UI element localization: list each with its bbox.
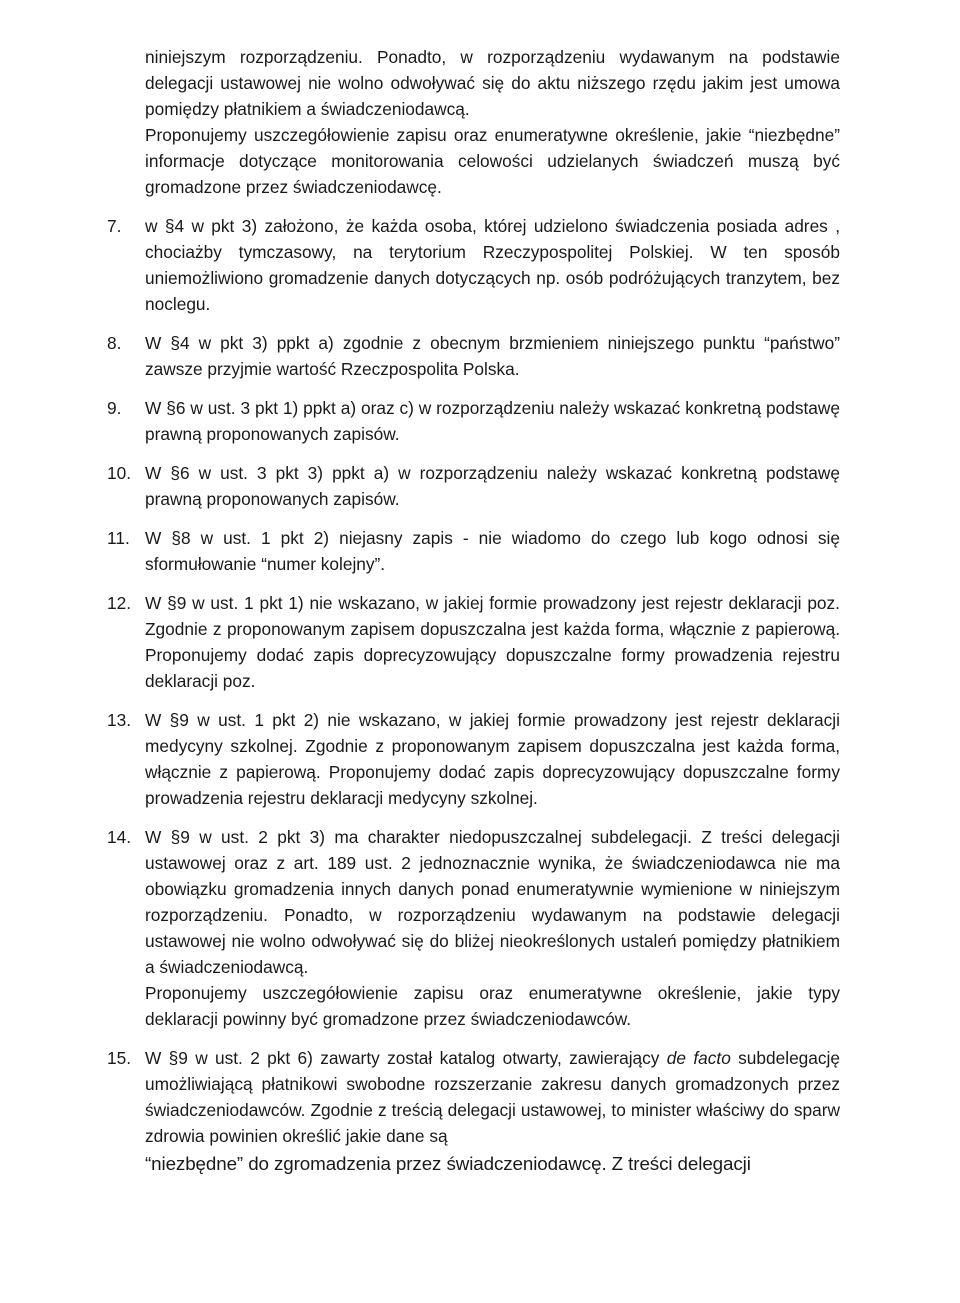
- item-text: W §6 w ust. 3 pkt 3) ppkt a) w rozporządzeniu należy wskazać konkretną podstawę prawną proponowanych zapisów.: [145, 463, 840, 509]
- item-number: 10.: [107, 463, 132, 483]
- item-number: 7.: [107, 216, 122, 236]
- list-item-10: [107, 460, 840, 512]
- list-item-15: [107, 1045, 840, 1177]
- item-number: 11.: [107, 528, 130, 548]
- item-text: W §9 w ust. 1 pkt 1) nie wskazano, w jakiej formie prowadzony jest rejestr deklaracji poz. Zgodnie z proponowanym zapisem dopuszczalna jest każda forma, włącznie z papierową. Proponujemy dodać zapis doprecyzowujący dopuszczalne formy prowadzenia rejestru deklaracji poz.: [145, 593, 840, 691]
- item-number: 15.: [107, 1048, 132, 1068]
- item-number: 13.: [107, 710, 132, 730]
- intro-block: [145, 44, 840, 200]
- item-text: W §4 w pkt 3) ppkt a) zgodnie z obecnym brzmieniem niniejszego punktu “państwo” zawsze przyjmie wartość Rzeczpospolita Polska.: [145, 333, 840, 379]
- list-item-11: [107, 525, 840, 577]
- list-item-9: [107, 395, 840, 447]
- list-item-7: [107, 213, 840, 317]
- item-text: W §8 w ust. 1 pkt 2) niejasny zapis - nie wiadomo do czego lub kogo odnosi się sformułowanie “numer kolejny”.: [145, 528, 840, 574]
- list-item-12: [107, 590, 840, 694]
- intro-paragraph: niniejszym rozporządzeniu. Ponadto, w rozporządzeniu wydawanym na podstawie delegacji ustawowej nie wolno odwoływać się do aktu niższego rzędu jakim jest umowa pomiędzy płatnikiem a świadczeniodawcą.: [145, 47, 840, 119]
- item-text: W §6 w ust. 3 pkt 1) ppkt a) oraz c) w rozporządzeniu należy wskazać konkretną podstawę prawną proponowanych zapisów.: [145, 398, 840, 444]
- document-body: [107, 44, 840, 1177]
- item-number: 12.: [107, 593, 132, 613]
- list-item-13: [107, 707, 840, 811]
- item-text: W §9 w ust. 2 pkt 3) ma charakter niedopuszczalnej subdelegacji. Z treści delegacji ustawowej oraz z art. 189 ust. 2 jednoznacznie wynika, że świadczeniodawca nie ma obowiązku gromadzenia innych danych ponad enumeratywnie wymienione w niniejszym rozporządzeniu. Ponadto, w rozporządzeniu wydawanym na podstawie delegacji ustawowej nie wolno odwoływać się do bliżej nieokreślonych ustaleń pomiędzy płatnikiem a świadczeniodawcą.: [145, 827, 840, 977]
- item-text: w §4 w pkt 3) założono, że każda osoba, której udzielono świadczenia posiada adres , chociażby tymczasowy, na terytorium Rzeczypospolitej Polskiej. W ten sposób uniemożliwiono gromadzenie danych dotyczących np. osób podróżujących tranzytem, bez noclegu.: [145, 216, 840, 314]
- item-number: 8.: [107, 333, 122, 353]
- item-number: 14.: [107, 827, 132, 847]
- item-text: [145, 1045, 840, 1149]
- item-number: 9.: [107, 398, 122, 418]
- item-proposal-text: Proponujemy uszczegółowienie zapisu oraz enumeratywne określenie, jakie typy deklaracji powinny być gromadzone przez świadczeniodawców.: [145, 983, 840, 1029]
- item-text-last-line: “niezbędne” do zgromadzenia przez świadczeniodawcę. Z treści delegacji: [145, 1153, 751, 1174]
- item-text-part: W §9 w ust. 2 pkt 6) zawarty został katalog otwarty, zawierający: [145, 1048, 667, 1068]
- item-text: W §9 w ust. 1 pkt 2) nie wskazano, w jakiej formie prowadzony jest rejestr deklaracji medycyny szkolnej. Zgodnie z proponowanym zapisem dopuszczalna jest każda forma, włącznie z papierową. Proponujemy dodać zapis doprecyzowujący dopuszczalne formy prowadzenia rejestru deklaracji medycyny szkolnej.: [145, 710, 840, 808]
- latin-phrase: de facto: [666, 1048, 731, 1068]
- item-text-part: subdelegację umożliwiającą płatnikowi swobodne rozszerzanie zakresu danych gromadzonych przez świadczeniodawców. Zgodnie z treścią delegacji ustawowej, to minister właściwy do sparw zdrowia powinien określić jakie dane są: [145, 1048, 840, 1146]
- intro-proposal-paragraph: Proponujemy uszczegółowienie zapisu oraz enumeratywne określenie, jakie “niezbędne” informacje dotyczące monitorowania celowości udzielanych świadczeń muszą być gromadzone przez świadczeniodawcę.: [145, 125, 840, 197]
- list-item-8: [107, 330, 840, 382]
- list-item-14: [107, 824, 840, 1032]
